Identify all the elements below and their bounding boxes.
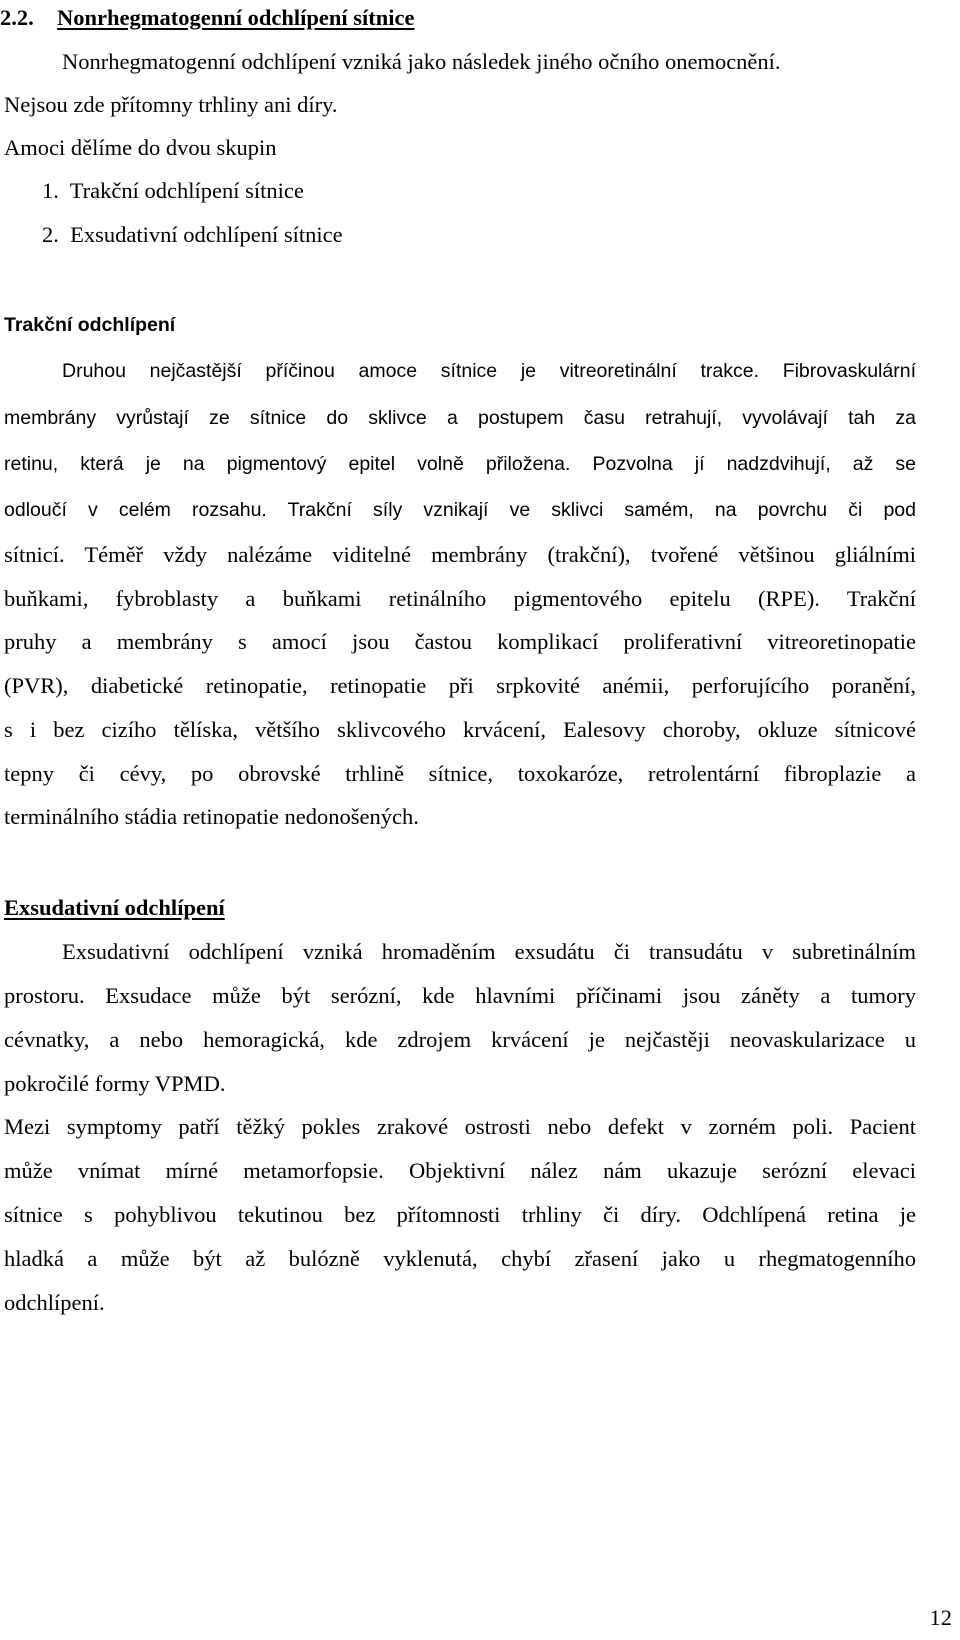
traction-line-4: odloučí v celém rozsahu. Trakční síly vznikají ve sklivci samém, na povrchu či pod (4, 499, 916, 521)
page-number: 12 (929, 1605, 952, 1630)
intro-line-2: Nejsou zde přítomny trhliny ani díry. (4, 92, 338, 117)
exudative-line-3: cévnatky, a nebo hemoragická, kde zdrojem krvácení je nejčastěji neovaskularizace u (4, 1027, 916, 1052)
exudative-line-1: Exsudativní odchlípení vzniká hromaděním exsudátu či transudátu v subretinálním (62, 939, 916, 964)
list-item-2: 2. Exsudativní odchlípení sítnice (42, 222, 343, 247)
exudative-heading: Exsudativní odchlípení (4, 895, 225, 920)
traction-line-7: pruhy a membrány s amocí jsou častou komplikací proliferativní vitreoretinopatie (4, 629, 916, 654)
traction-line-9: s i bez cizího tělíska, většího sklivcového krvácení, Ealesovy choroby, okluze sítnicové (4, 717, 916, 742)
section-number: 2.2. (0, 5, 34, 30)
traction-line-11: terminálního stádia retinopatie nedonošených. (4, 804, 419, 829)
intro-line-3: Amoci dělíme do dvou skupin (4, 135, 277, 160)
exudative-line-9: odchlípení. (4, 1290, 105, 1315)
traction-line-6: buňkami, fybroblasty a buňkami retinálního pigmentového epitelu (RPE). Trakční (4, 586, 916, 611)
traction-line-5: sítnicí. Téměř vždy nalézáme viditelné membrány (trakční), tvořené většinou gliálními (4, 542, 916, 567)
intro-line-1: Nonrhegmatogenní odchlípení vzniká jako následek jiného očního onemocnění. (62, 49, 781, 74)
exudative-line-2: prostoru. Exsudace může být serózní, kde hlavními příčinami jsou záněty a tumory (4, 983, 916, 1008)
exudative-line-7: sítnice s pohyblivou tekutinou bez přítomnosti trhliny či díry. Odchlípená retina je (4, 1202, 916, 1227)
traction-line-3: retinu, která je na pigmentový epitel volně přiložena. Pozvolna jí nadzdvihují, až se (4, 453, 916, 475)
exudative-line-8: hladká a může být až bulózně vyklenutá, chybí zřasení jako u rhegmatogenního (4, 1246, 916, 1271)
traction-line-10: tepny či cévy, po obrovské trhlině sítnice, toxokaróze, retrolentární fibroplazie a (4, 761, 916, 786)
traction-line-2: membrány vyrůstají ze sítnice do sklivce a postupem času retrahují, vyvolávají tah za (4, 407, 916, 429)
traction-line-1: Druhou nejčastější příčinou amoce sítnice je vitreoretinální trakce. Fibrovaskulární (62, 360, 916, 382)
list-item-1: 1. Trakční odchlípení sítnice (42, 178, 304, 203)
traction-line-8: (PVR), diabetické retinopatie, retinopatie při srpkovité anémii, perforujícího poranění, (4, 673, 916, 698)
traction-heading: Trakční odchlípení (4, 314, 176, 336)
exudative-line-6: může vnímat mírné metamorfopsie. Objektivní nález nám ukazuje serózní elevaci (4, 1158, 916, 1183)
section-title: Nonrhegmatogenní odchlípení sítnice (57, 5, 415, 30)
exudative-line-5: Mezi symptomy patří těžký pokles zrakové ostrosti nebo defekt v zorném poli. Pacient (4, 1114, 916, 1139)
exudative-line-4: pokročilé formy VPMD. (4, 1071, 226, 1096)
